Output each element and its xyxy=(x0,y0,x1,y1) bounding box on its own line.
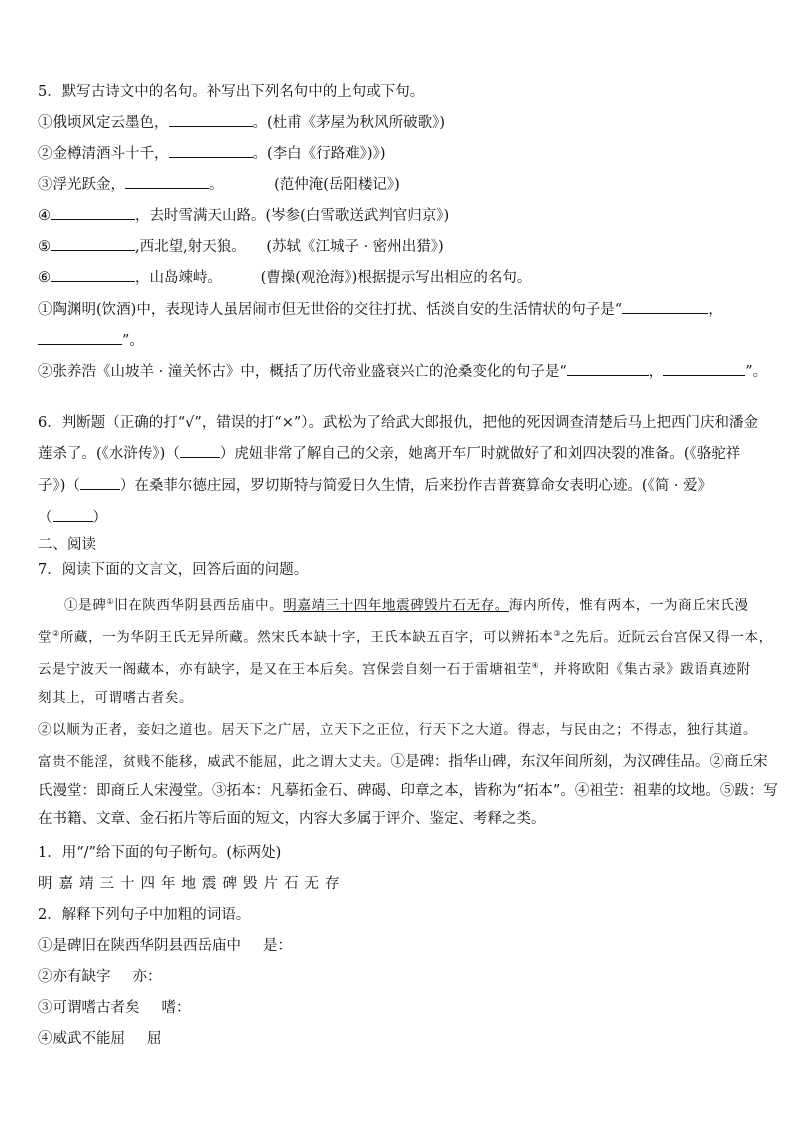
answer-blank[interactable] xyxy=(169,144,253,158)
q5-item-1: ①俄顷风定云墨色， 。(杜甫《茅屋为秋风所破歌》) xyxy=(38,115,446,131)
answer-blank[interactable] xyxy=(38,331,122,345)
q5-title: 5．默写古诗文中的名句。补写出下列名句中的上句或下句。 xyxy=(38,84,425,100)
sub-question-1-text: 明嘉靖三十四年地震碑毁片石无存 xyxy=(38,876,346,892)
underlined-sentence: 明嘉靖三十四年地震碑毁片石无存。 xyxy=(283,597,509,614)
q5-item-6: ⑥ ，山岛竦峙。 (曹操(观沧海》)根据提示写出相应的名句。 xyxy=(38,270,532,286)
q6-line-4: （ ） xyxy=(38,510,107,526)
footnote-line-2: 氏漫堂：即商丘人宋漫堂。③拓本：凡摹拓金石、碑碣、印章之本，皆称为“拓本”。④祖茔：祖辈的坟地。⑤跋：写 xyxy=(38,783,778,799)
answer-blank[interactable] xyxy=(51,237,135,251)
q5-hint-1: ①陶渊明(饮酒)中，表现诗人虽居闹市但无世俗的交往打扰、恬淡自安的生活情状的句子是“ ， xyxy=(38,302,723,318)
q5-item-3: ③浮光跃金， 。 (范仲淹(岳阳楼记》) xyxy=(38,177,400,193)
sub-question-1-title: 1．用“/”给下面的句子断句。(标两处) xyxy=(38,845,282,861)
judge-blank[interactable] xyxy=(80,476,120,490)
q6-line-1: 6．判断题（正确的打“√”，错误的打“×”）。武松为了给武大郎报仇，把他的死因调查清楚后马上把西门庆和潘金 xyxy=(38,415,759,431)
passage-2-line-1: ②以顺为正者，妾妇之道也。居天下之广居，立天下之正位，行天下之大道。得志，与民由之；不得志，独行其道。 xyxy=(38,722,758,738)
passage-1-line-1: ①是碑①旧在陕西华阴县西岳庙中。明嘉靖三十四年地震碑毁片石无存。海内所传，惟有两本，一为商丘宋氏漫 xyxy=(64,597,749,614)
q6-line-2: 莲杀了。(《水浒传》)（ ）虎妞非常了解自己的父亲，她离开车厂时就做好了和刘四决裂的准备。(《骆驼祥 xyxy=(38,446,741,462)
answer-blank[interactable] xyxy=(169,113,253,127)
passage-1-line-4: 刻其上，可谓嗜古者矣。 xyxy=(38,690,194,706)
section-heading: 二、阅读 xyxy=(38,537,96,553)
sub-question-2-item: ④威武不能屈 屈 xyxy=(38,1031,162,1047)
q5-item-2: ②金樽清酒斗十千， 。(李白《行路难》)》) xyxy=(38,146,386,162)
footnote-line-3: 在书籍、文章、金石拓片等后面的短文，内容大多属于评介、鉴定、考释之类。 xyxy=(38,811,546,827)
passage-2-line-2: 富贵不能淫，贫贱不能移，威武不能屈，此之谓大丈夫。①是碑：指华山碑，东汉年间所刻，为汉碑佳品。②商丘宋 xyxy=(38,754,768,770)
passage-1-line-3: 云是宁波天一阁藏本，亦有缺字，是又在王本后矣。宫保尝自刻一石于雷塘祖茔④，并将欧阳《集古录》跋语真迹附 xyxy=(38,661,751,678)
answer-blank[interactable] xyxy=(51,206,135,220)
footnote-text: ①是碑：指华山碑，东汉年间所刻，为汉碑佳品。②商丘宋 xyxy=(390,754,768,770)
answer-blank[interactable] xyxy=(622,300,708,314)
q5-hint-2: ②张养浩《山坡羊 · 潼关怀古》中，概括了历代帝业盛衰兴亡的沧桑变化的句子是“ ， ”。 xyxy=(38,364,768,380)
q5-item-5: ⑤ ,西北望,射天狼。 (苏轼《江城子 · 密州出猎》) xyxy=(38,239,444,255)
answer-blank[interactable] xyxy=(663,362,745,376)
answer-blank[interactable] xyxy=(567,362,649,376)
judge-blank[interactable] xyxy=(53,508,93,522)
q6-line-3: 子》)（ ）在桑菲尔德庄园，罗切斯特与简爱日久生情，后来扮作吉普赛算命女表明心迹。(《简 · 爱》 xyxy=(38,478,713,494)
passage-1-line-2: 堂②所藏，一为华阴王氏无异所藏。然宋氏本缺十字，王氏本缺五百字，可以辨拓本③之先后。近阮云台宫保又得一本， xyxy=(38,629,773,646)
sub-question-2-item: ②亦有缺字 亦： xyxy=(38,969,162,985)
q7-title: 7．阅读下面的文言文，回答后面的问题。 xyxy=(38,562,309,578)
judge-blank[interactable] xyxy=(180,444,220,458)
q5-hint-1-cont: ”。 xyxy=(38,331,144,351)
answer-blank[interactable] xyxy=(125,175,209,189)
q5-item-4: ④ ，去时雪满天山路。(岑参(白雪歌送武判官归京》) xyxy=(38,208,450,224)
sub-question-2-item: ③可谓嗜古者矣 嗜： xyxy=(38,1000,191,1016)
sub-question-2-title: 2．解释下列句子中加粗的词语。 xyxy=(38,907,251,923)
answer-blank[interactable] xyxy=(51,268,135,282)
sub-question-2-item: ①是碑旧在陕西华阴县西岳庙中 是： xyxy=(38,938,292,954)
